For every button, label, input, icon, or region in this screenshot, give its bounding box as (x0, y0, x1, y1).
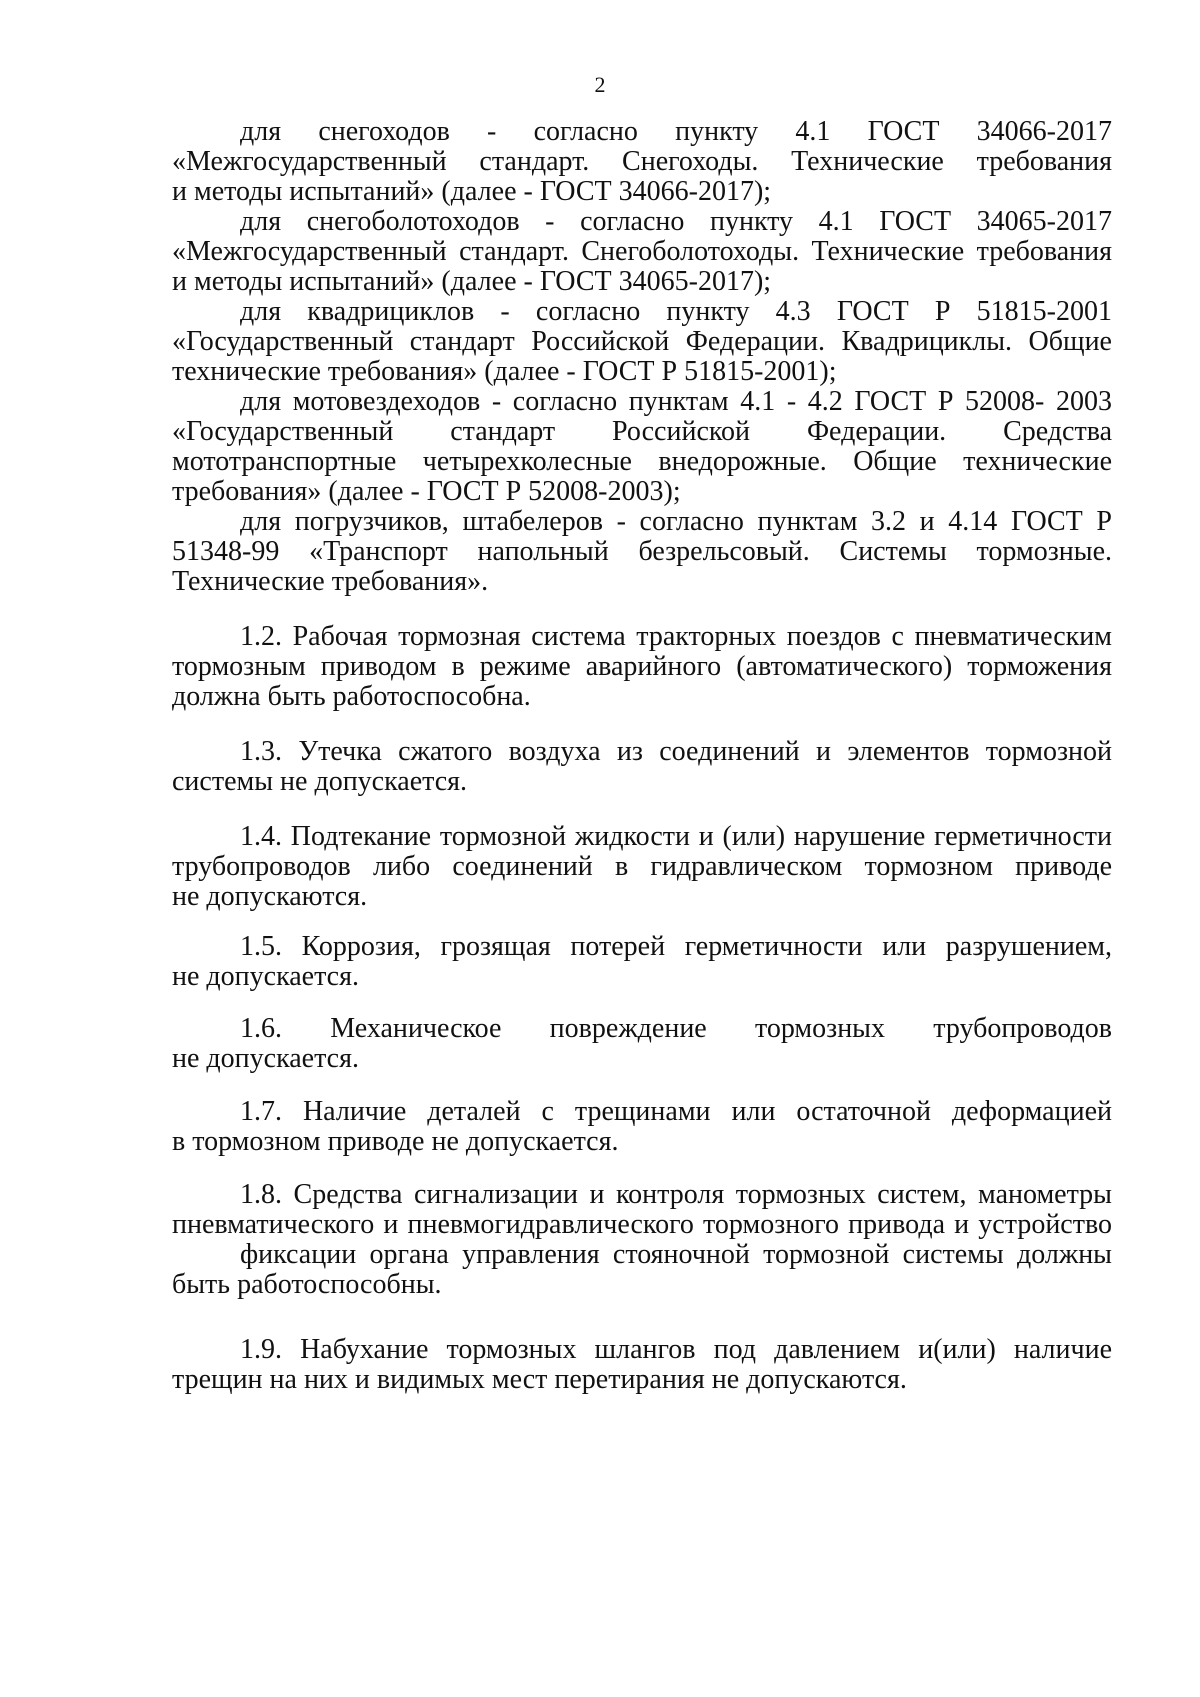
text-line: 1.4. Подтекание тормозной жидкости и (или) нарушение герметичности (240, 821, 1112, 852)
text-line: тормозным приводом в режиме аварийного (автоматического) торможения (172, 651, 1112, 682)
text-line: «Межгосударственный стандарт. Снегоболотоходы. Технические требования (172, 236, 1112, 267)
text-line: и методы испытаний» (далее - ГОСТ 34066-2017); (172, 176, 772, 207)
text-line: Технические требования». (172, 566, 489, 597)
text-line: 1.8. Средства сигнализации и контроля тормозных систем, манометры (240, 1179, 1112, 1210)
text-line: требования» (далее - ГОСТ Р 52008-2003); (172, 476, 681, 507)
text-line: 1.3. Утечка сжатого воздуха из соединений и элементов тормозной (240, 736, 1112, 767)
text-line: 1.5. Коррозия, грозящая потерей герметичности или разрушением, (240, 931, 1112, 962)
text-line: 51348-99 «Транспорт напольный безрельсовый. Системы тормозные. (172, 536, 1112, 567)
text-line: технические требования» (далее - ГОСТ Р 51815-2001); (172, 356, 837, 387)
text-line: 1.2. Рабочая тормозная система тракторных поездов с пневматическим (240, 621, 1112, 652)
text-line: «Межгосударственный стандарт. Снегоходы. Технические требования (172, 146, 1112, 177)
text-line: для мотовездеходов - согласно пунктам 4.1 - 4.2 ГОСТ Р 52008- 2003 (240, 386, 1112, 417)
text-line: для снегоходов - согласно пункту 4.1 ГОСТ 34066-2017 (240, 116, 1112, 147)
text-line: 1.9. Набухание тормозных шлангов под давлением и(или) наличие (240, 1334, 1112, 1365)
text-line: в тормозном приводе не допускается. (172, 1126, 619, 1157)
text-line: трубопроводов либо соединений в гидравлическом тормозном приводе (172, 851, 1112, 882)
text-line: системы не допускается. (172, 766, 468, 797)
text-line: для погрузчиков, штабелеров - согласно пунктам 3.2 и 4.14 ГОСТ Р (240, 506, 1112, 537)
text-line: 1.7. Наличие деталей с трещинами или остаточной деформацией (240, 1096, 1112, 1127)
text-line: и методы испытаний» (далее - ГОСТ 34065-2017); (172, 266, 772, 297)
text-line: пневматического и пневмогидравлического тормозного привода и устройство (172, 1209, 1112, 1240)
text-line: для квадрициклов - согласно пункту 4.3 ГОСТ Р 51815-2001 (240, 296, 1112, 327)
text-line: не допускается. (172, 1043, 359, 1074)
text-line: фиксации органа управления стояночной тормозной системы должны (240, 1239, 1112, 1270)
text-line: быть работоспособны. (172, 1269, 442, 1300)
text-line: мототранспортные четырехколесные внедорожные. Общие технические (172, 446, 1112, 477)
text-line: для снегоболотоходов - согласно пункту 4.1 ГОСТ 34065-2017 (240, 206, 1112, 237)
text-line: «Государственный стандарт Российской Федерации. Средства (172, 416, 1112, 447)
text-line: трещин на них и видимых мест перетирания не допускаются. (172, 1364, 907, 1395)
text-line: «Государственный стандарт Российской Федерации. Квадрициклы. Общие (172, 326, 1112, 357)
text-line: не допускается. (172, 961, 359, 992)
page-number: 2 (594, 72, 606, 97)
text-line: должна быть работоспособна. (172, 681, 531, 712)
text-line: 1.6. Механическое повреждение тормозных трубопроводов (240, 1013, 1112, 1044)
text-line: не допускаются. (172, 881, 368, 912)
